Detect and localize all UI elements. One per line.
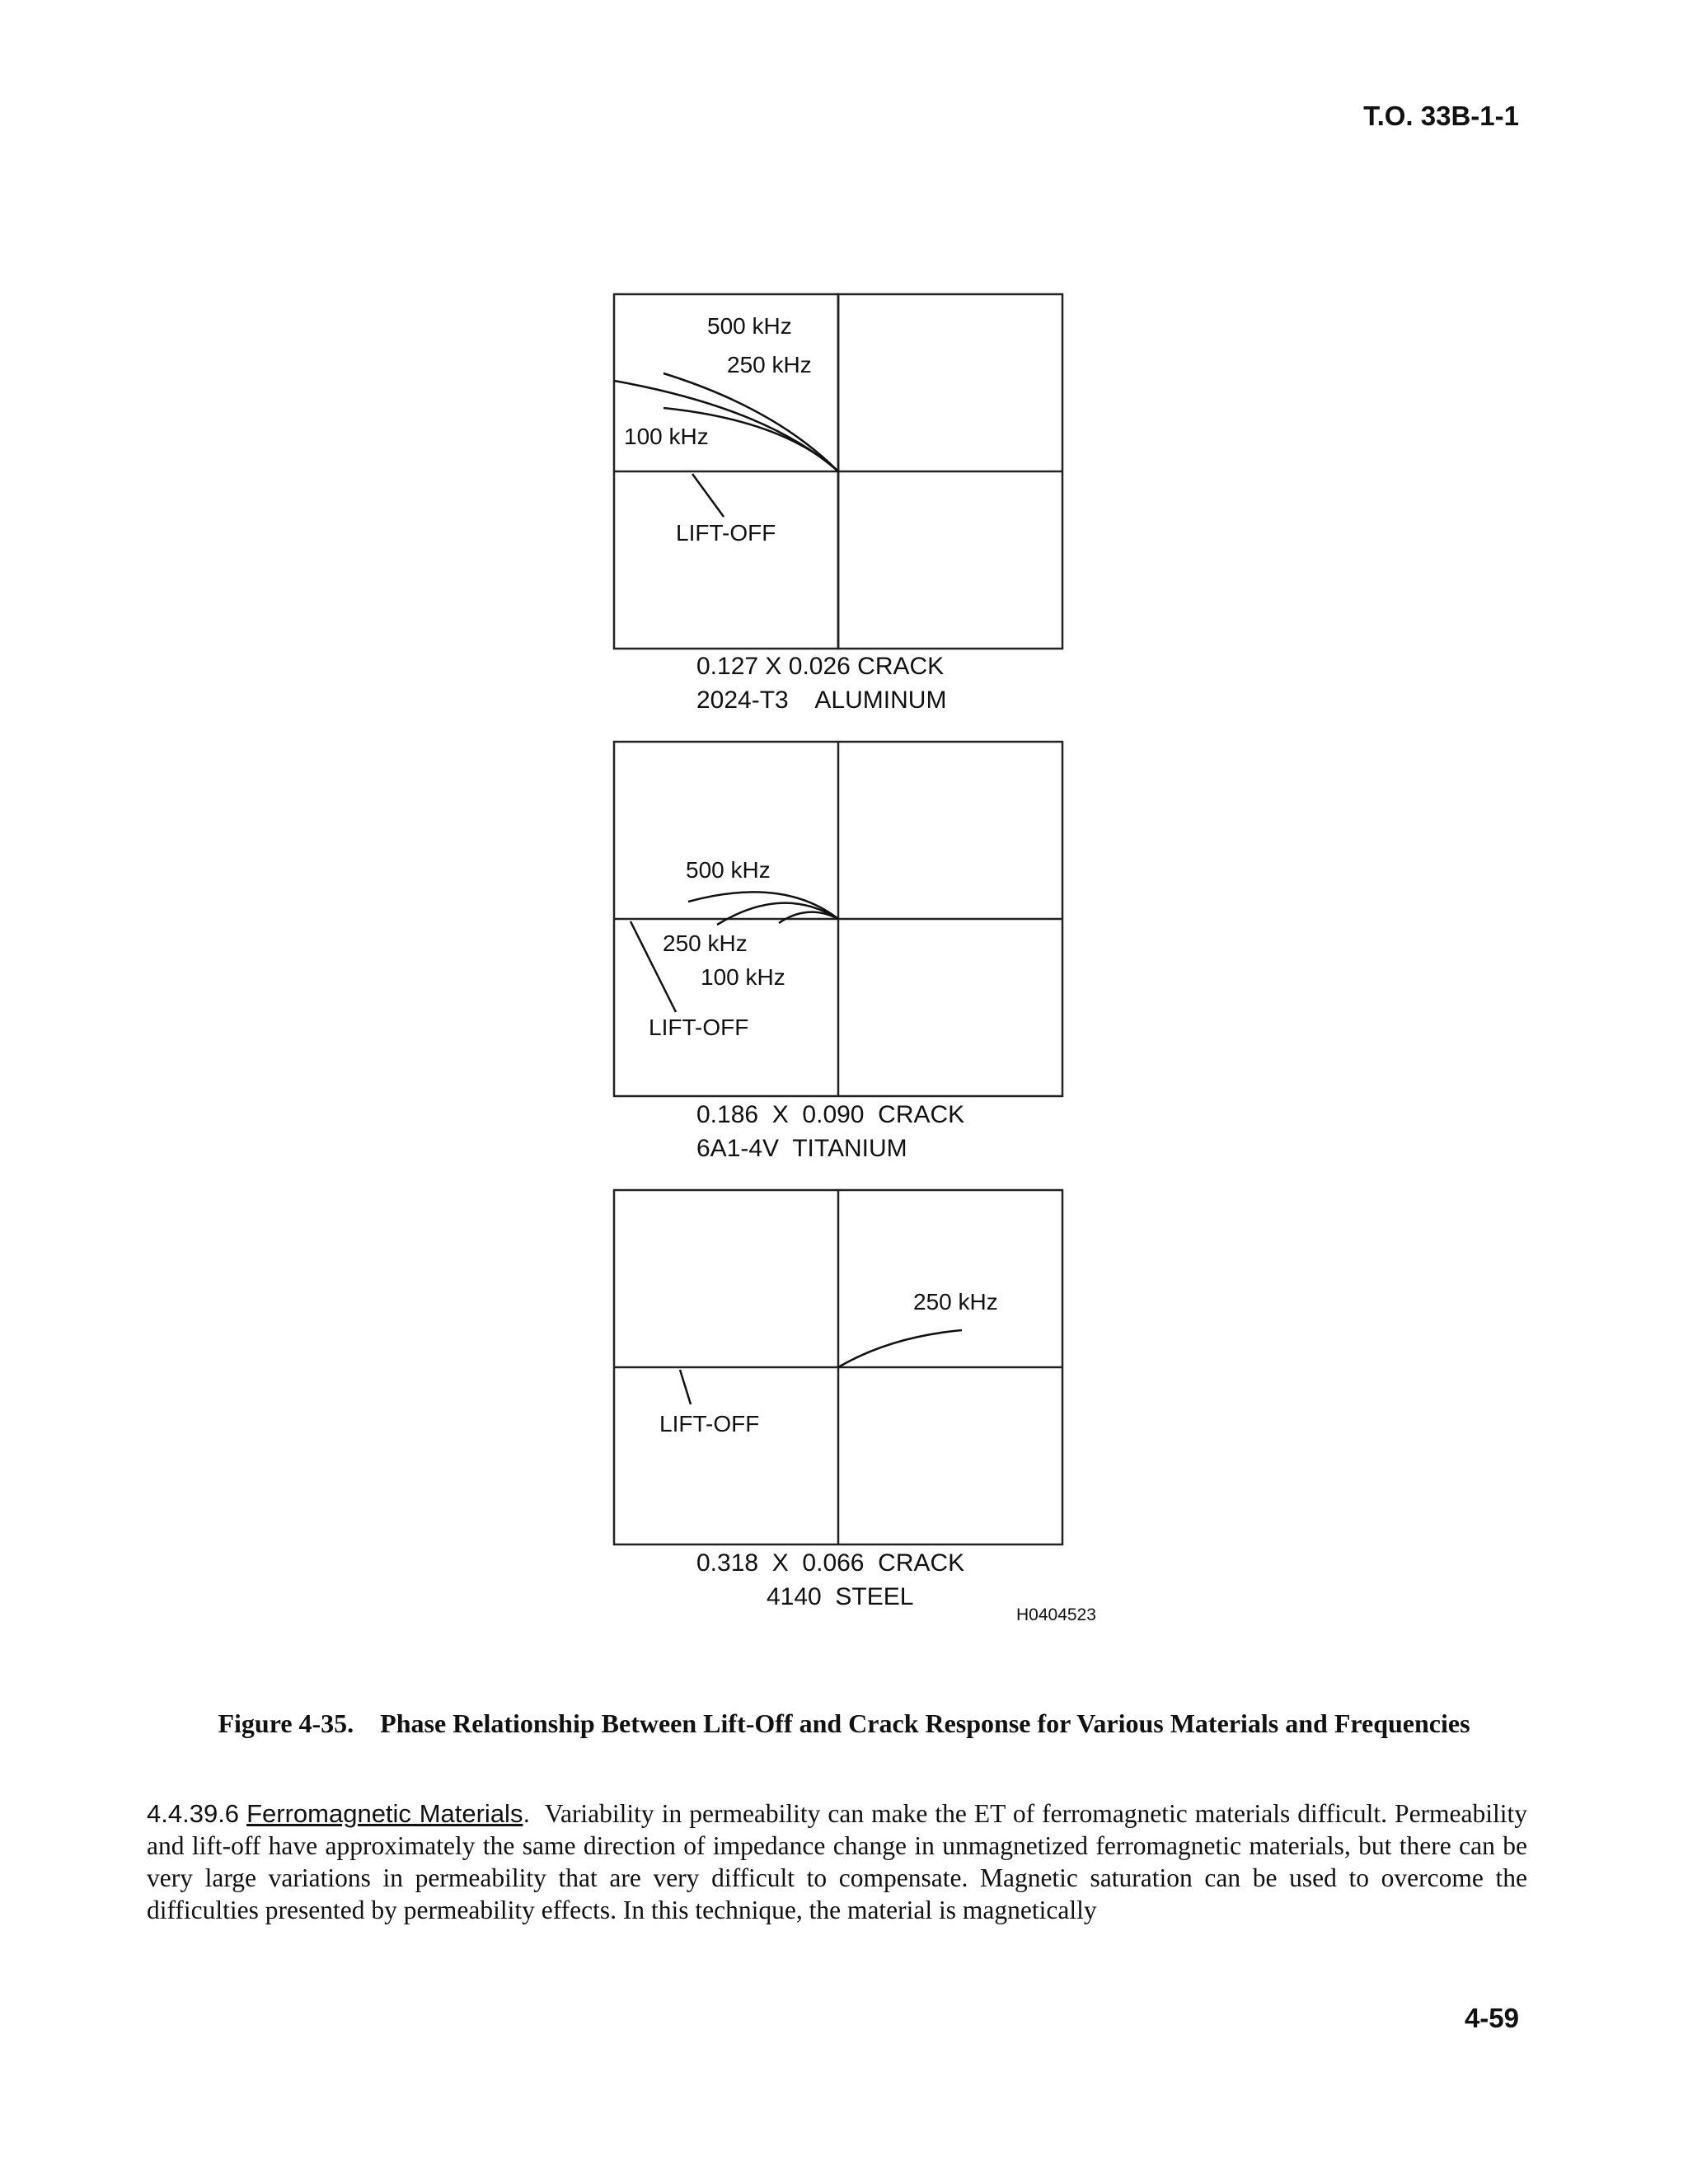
lift-off-leader — [680, 1370, 691, 1404]
response-curve-250khz — [838, 1330, 962, 1367]
document-id: T.O. 33B-1-1 — [1363, 101, 1519, 131]
label-100khz: 100 kHz — [701, 964, 785, 990]
label-250khz: 250 kHz — [663, 930, 748, 956]
panel-caption-crack: 0.318 X 0.066 CRACK — [696, 1549, 965, 1577]
panel-caption-material: 2024-T3 ALUMINUM — [696, 687, 947, 714]
label-lift-off: LIFT-OFF — [676, 520, 776, 546]
paragraph-heading: Ferromagnetic Materials — [246, 1799, 523, 1828]
label-lift-off: LIFT-OFF — [659, 1411, 760, 1436]
titanium-impedance-plane — [602, 740, 1055, 1099]
label-500khz: 500 kHz — [686, 857, 771, 883]
drawing-code: H0404523 — [1016, 1605, 1096, 1624]
lift-off-leader — [692, 474, 724, 517]
label-lift-off: LIFT-OFF — [649, 1015, 749, 1040]
paragraph-number: 4.4.39.6 — [147, 1799, 240, 1828]
label-250khz: 250 kHz — [727, 352, 812, 377]
panel-caption-material: 6A1-4V TITANIUM — [696, 1135, 907, 1162]
body-paragraph: 4.4.39.6 Ferromagnetic Materials. Variability in permeability can make the ET of ferromagnetic materials difficult. Permeability and lift-off have approximately the same direction of impedance change in unmagnetized ferromagnetic materials, but there can be very large variations in permeability that are very difficult to compensate. Magnetic saturation can be used to overcome the difficulties presented by permeability effects. In this technique, the material is magnetically — [147, 1798, 1528, 1924]
label-250khz: 250 kHz — [913, 1289, 998, 1315]
page-number: 4-59 — [1464, 2003, 1519, 2033]
response-curve-250khz — [663, 373, 838, 471]
panel-caption-crack: 0.127 X 0.026 CRACK — [696, 653, 945, 680]
label-100khz: 100 kHz — [624, 424, 709, 449]
panel-caption-material: 4140 STEEL — [767, 1583, 914, 1610]
panel-caption-crack: 0.186 X 0.090 CRACK — [696, 1101, 965, 1128]
aluminum-impedance-plane — [602, 293, 1055, 651]
label-500khz: 500 kHz — [707, 313, 792, 339]
steel-impedance-plane — [602, 1188, 1055, 1547]
figure-caption: Figure 4-35. Phase Relationship Between Lift-Off and Crack Response for Various Materials and Frequencies — [218, 1708, 1470, 1738]
paragraph-text: Variability in permeability can make the ET of ferromagnetic materials difficult. Permeability and lift-off have approximately the same direction of impedance change in unmagnetized ferromagnetic materials, but there can be very large variations in permeability that are very difficult to compensate. Magnetic saturation can be used to overcome the difficulties presented by permeability effects. In this technique, the material is magnetically — [147, 1799, 1528, 1924]
